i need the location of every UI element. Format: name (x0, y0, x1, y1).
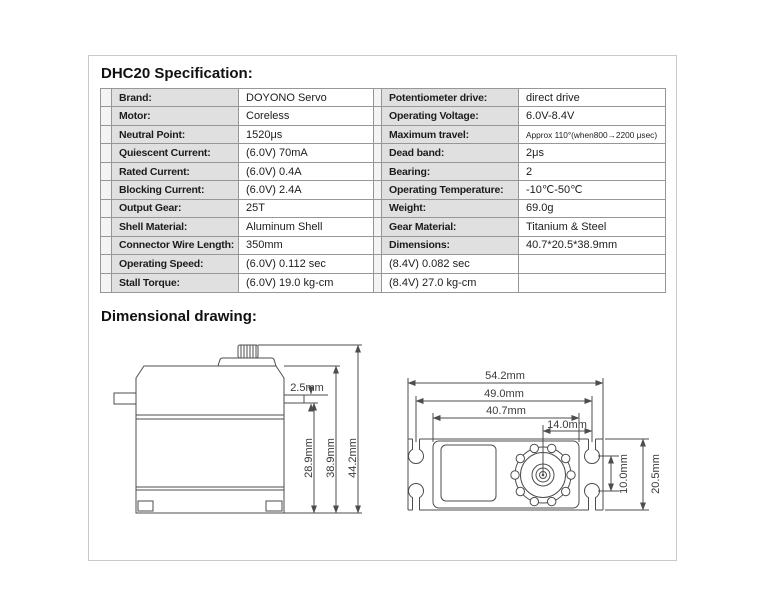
table-spacer (101, 218, 112, 236)
spec-value-operating-speed-8v: (8.4V) 0.082 sec (382, 255, 519, 273)
spec-label-dead-band: Dead band: (382, 144, 519, 162)
dimensional-drawing (89, 328, 678, 558)
spec-value-rated-current: (6.0V) 0.4A (239, 163, 374, 181)
spec-value-quiescent-current: (6.0V) 70mA (239, 144, 374, 162)
spec-value-brand: DOYONO Servo (239, 89, 374, 107)
table-spacer (101, 126, 112, 144)
table-spacer (374, 144, 382, 162)
spec-value-operating-speed-6v: (6.0V) 0.112 sec (239, 255, 374, 273)
dim-label-hole-span: 49.0mm (484, 388, 524, 400)
spec-label-weight: Weight: (382, 200, 519, 218)
spec-label-motor: Motor: (112, 107, 239, 125)
spec-label-operating-speed: Operating Speed: (112, 255, 239, 273)
table-spacer (101, 144, 112, 162)
spec-label-temperature: Operating Temperature: (382, 181, 519, 199)
spec-value-temperature: -10℃-50℃ (519, 181, 665, 199)
spec-label-bearing: Bearing: (382, 163, 519, 181)
mounting-flange-right (284, 395, 328, 403)
table-spacer (374, 126, 382, 144)
spec-label-potentiometer: Potentiometer drive: (382, 89, 519, 107)
table-spacer (374, 200, 382, 218)
spec-label-shell-material: Shell Material: (112, 218, 239, 236)
case-seam-lines (136, 415, 284, 490)
dim-label-body-width: 40.7mm (486, 405, 526, 417)
spec-value-weight: 69.0g (519, 200, 665, 218)
datasheet-panel (88, 55, 677, 561)
table-spacer (374, 89, 382, 107)
spec-label-max-travel: Maximum travel: (382, 126, 519, 144)
spec-value-motor: Coreless (239, 107, 374, 125)
table-spacer (101, 89, 112, 107)
dim-label-inner-height: 28.9mm (303, 438, 315, 478)
table-spacer (101, 274, 112, 292)
spec-label-gear-material: Gear Material: (382, 218, 519, 236)
table-spacer (374, 107, 382, 125)
spec-label-output-gear: Output Gear: (112, 200, 239, 218)
spec-label-voltage: Operating Voltage: (382, 107, 519, 125)
table-spacer (101, 107, 112, 125)
table-spacer (101, 200, 112, 218)
side-view-drawing (114, 345, 362, 513)
spec-label-wire-length: Connector Wire Length: (112, 237, 239, 255)
dim-label-depth: 20.5mm (650, 454, 662, 494)
spec-value-shell-material: Aluminum Shell (239, 218, 374, 236)
spec-value-wire-length: 350mm (239, 237, 374, 255)
table-spacer (374, 218, 382, 236)
spec-table (100, 88, 666, 293)
spec-value-max-travel: Approx 110°(when800→2200 μsec) (519, 126, 665, 144)
spline-teeth (241, 345, 256, 358)
spec-value-gear-material: Titanium & Steel (519, 218, 665, 236)
spec-value-bearing: 2 (519, 163, 665, 181)
bottom-foot-right (266, 501, 282, 511)
table-spacer (374, 274, 382, 292)
spec-value-neutral-point: 1520μs (239, 126, 374, 144)
spec-value-blocking-current: (6.0V) 2.4A (239, 181, 374, 199)
mounting-hole-bottom-left (409, 483, 424, 510)
table-spacer (374, 255, 382, 273)
extension-lines (258, 345, 362, 513)
table-spacer (374, 163, 382, 181)
dim-label-total-width: 54.2mm (485, 370, 525, 382)
mounting-hole-top-left (409, 439, 424, 464)
servo-body-outline (136, 366, 284, 513)
dim-label-body-height: 38.9mm (325, 438, 337, 478)
spec-value-potentiometer: direct drive (519, 89, 665, 107)
top-view-drawing (408, 370, 662, 510)
spec-section-title: DHC20 Specification: (101, 65, 253, 82)
spec-value-output-gear: 25T (239, 200, 374, 218)
label-recess (441, 445, 496, 501)
spec-label-dimensions: Dimensions: (382, 237, 519, 255)
dim-label-flange-thickness: 2.5mm (290, 382, 324, 394)
dim-label-center-offset: 14.0mm (547, 419, 587, 431)
spec-value-dead-band: 2μs (519, 144, 665, 162)
mounting-hole-top-right (585, 439, 600, 464)
spec-label-rated-current: Rated Current: (112, 163, 239, 181)
mounting-tab-left (114, 393, 136, 404)
spec-value-empty (519, 274, 665, 292)
table-spacer (374, 237, 382, 255)
table-spacer (101, 181, 112, 199)
mounting-hole-bottom-right (585, 483, 600, 510)
spec-label-stall-torque: Stall Torque: (112, 274, 239, 292)
table-spacer (101, 163, 112, 181)
spec-label-quiescent-current: Quiescent Current: (112, 144, 239, 162)
gear-mount-base (218, 358, 276, 366)
dim-label-total-height: 44.2mm (347, 438, 359, 478)
table-spacer (101, 255, 112, 273)
spec-value-stall-torque-6v: (6.0V) 19.0 kg-cm (239, 274, 374, 292)
spec-label-neutral-point: Neutral Point: (112, 126, 239, 144)
table-spacer (374, 181, 382, 199)
spec-value-voltage: 6.0V-8.4V (519, 107, 665, 125)
drawing-section-title: Dimensional drawing: (101, 308, 257, 325)
spec-label-brand: Brand: (112, 89, 239, 107)
table-spacer (101, 237, 112, 255)
spec-label-blocking-current: Blocking Current: (112, 181, 239, 199)
spec-value-dimensions: 40.7*20.5*38.9mm (519, 237, 665, 255)
spec-value-stall-torque-8v: (8.4V) 27.0 kg-cm (382, 274, 519, 292)
spec-value-empty (519, 255, 665, 273)
dim-label-hole-pitch: 10.0mm (618, 454, 630, 494)
bottom-foot-left (138, 501, 153, 511)
